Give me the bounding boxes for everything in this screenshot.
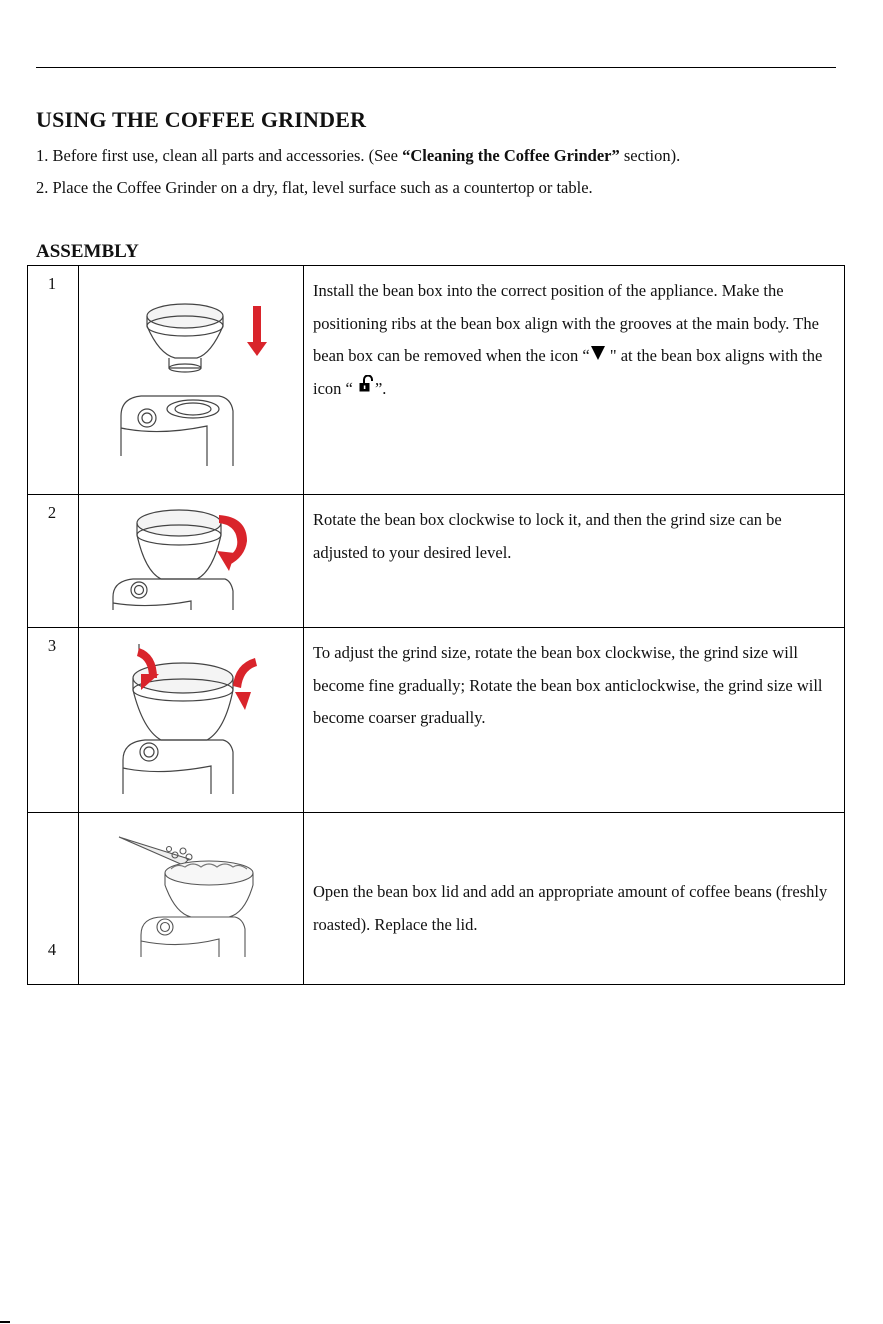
step-illustration-cell (79, 813, 304, 985)
step-4-instruction: Open the bean box lid and add an appropriate amount of coffee beans (freshly roasted). Replace the lid. (304, 813, 845, 985)
grinder-rotate-clockwise-illustration (79, 495, 303, 627)
grinder-install-illustration (79, 266, 303, 494)
down-arrow-icon (247, 306, 267, 356)
step-number-cell (28, 813, 79, 985)
step-1-text-b: " at the bean box aligns with the icon “ (313, 346, 823, 398)
step-number-cell (28, 495, 79, 628)
page-corner-mark (0, 1321, 10, 1323)
intro-1-suffix: section). (619, 146, 681, 165)
step-number: 3 (47, 636, 57, 655)
table-row (28, 495, 845, 628)
step-number-cell (28, 266, 79, 495)
rotate-clockwise-arrow-icon (233, 658, 257, 710)
step-number: 4 (47, 940, 57, 959)
table-row (28, 628, 845, 813)
step-3-instruction: To adjust the grind size, rotate the bean box clockwise, the grind size will become fine gradually; Rotate the bean box anticlockwise, the grind size will become coarser gradually. (304, 628, 845, 813)
intro-2-text: 2. Place the Coffee Grinder on a dry, flat, level surface such as a countertop or table. (36, 178, 593, 197)
intro-line-1 (36, 146, 680, 166)
step-number: 2 (47, 503, 57, 522)
step-number-cell (28, 628, 79, 813)
table-row (28, 813, 845, 985)
table-row (28, 266, 845, 495)
grinder-add-beans-illustration (79, 813, 303, 984)
step-1-text-a: Install the bean box into the correct position of the appliance. Make the positioning ribs at the bean box align with the grooves at the main body. The bean box can be removed when the icon “ (313, 281, 819, 365)
step-illustration-cell (79, 628, 304, 813)
intro-1-bold-ref: “Cleaning the Coffee Grinder” (402, 146, 620, 165)
step-1-text-c: ”. (374, 378, 387, 398)
page-title: USING THE COFFEE GRINDER (36, 107, 367, 132)
triangle-down-icon (591, 346, 605, 360)
step-illustration-cell (79, 495, 304, 628)
section-title-assembly: ASSEMBLY (36, 241, 139, 262)
unlock-icon (359, 375, 373, 392)
grinder-adjust-illustration (79, 628, 303, 812)
step-number: 1 (47, 274, 57, 293)
step-2-instruction: Rotate the bean box clockwise to lock it, and then the grind size can be adjusted to your desired level. (304, 495, 845, 628)
step-1-instruction (304, 266, 845, 495)
intro-line-2 (36, 178, 593, 198)
rotate-clockwise-arrow-icon (217, 515, 247, 571)
step-illustration-cell (79, 266, 304, 495)
assembly-steps-table (27, 265, 845, 985)
intro-1-text: 1. Before first use, clean all parts and accessories. (See (36, 146, 403, 165)
header-rule (36, 67, 836, 68)
